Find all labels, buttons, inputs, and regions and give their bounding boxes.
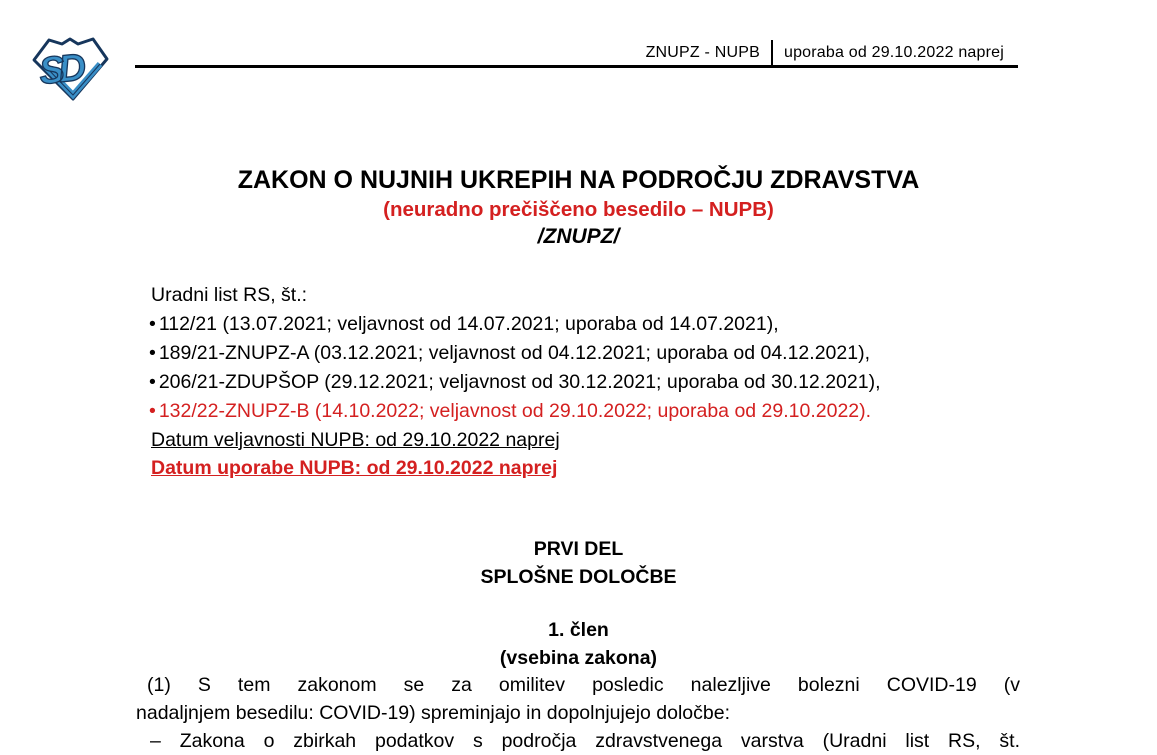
gazette-entry-text: 189/21-ZNUPZ-A (03.12.2021; veljavnost od 04.12.2021; uporaba od 04.12.2021), [158, 342, 870, 364]
svg-text:SD: SD [37, 47, 83, 94]
document-abbreviation: /ZNUPZ/ [537, 225, 620, 248]
article-body [136, 671, 1020, 755]
gazette-list [149, 310, 880, 426]
header-doc-code: ZNUPZ - NUPB [645, 43, 760, 61]
gazette-entry [149, 310, 880, 339]
validity-date-line: Datum veljavnosti NUPB: od 29.10.2022 naprej [151, 429, 560, 451]
header-usage-note: uporaba od 29.10.2022 naprej [783, 43, 1004, 61]
article-number: 1. člen [548, 619, 609, 641]
dash-list-line: – Zakona o zbirkah podatkov s področja zdravstvenega varstva (Uradni list RS, št. [150, 730, 1020, 752]
part-title: SPLOŠNE DOLOČBE [480, 566, 677, 588]
bullet-icon: • [149, 313, 156, 335]
page-header [135, 40, 1018, 68]
gazette-entry-text: 132/22-ZNUPZ-B (14.10.2022; veljavnost od 29.10.2022; uporaba od 29.10.2022). [158, 400, 872, 422]
part-heading [137, 535, 1020, 591]
paragraph-line: (1) S tem zakonom se za omilitev posledic nalezljive bolezni COVID-19 (v [147, 674, 1020, 696]
sd-shield-logo [30, 33, 110, 103]
gazette-entry [149, 339, 880, 368]
header-separator-bar [771, 40, 773, 65]
usage-date-line: Datum uporabe NUPB: od 29.10.2022 naprej [151, 457, 558, 479]
document-title: ZAKON O NUJNIH UKREPIH NA PODROČJU ZDRAVSTVA [237, 166, 920, 194]
gazette-entry-text: 112/21 (13.07.2021; veljavnost od 14.07.2021; uporaba od 14.07.2021), [158, 313, 779, 335]
gazette-heading: Uradni list RS, št.: [151, 284, 308, 306]
bullet-icon: • [149, 342, 156, 364]
bullet-icon: • [149, 371, 156, 393]
bullet-icon: • [149, 400, 156, 422]
gazette-entry-text: 206/21-ZDUPŠOP (29.12.2021; veljavnost od 30.12.2021; uporaba od 30.12.2021), [158, 371, 881, 393]
paragraph-line: nadaljnjem besedilu: COVID-19) spreminjajo in dopolnjujejo določbe: [136, 702, 731, 724]
gazette-entry [149, 397, 880, 426]
article-caption: (vsebina zakona) [499, 647, 658, 669]
part-label: PRVI DEL [533, 538, 624, 560]
document-subtitle: (neuradno prečiščeno besedilo – NUPB) [383, 198, 774, 221]
article-heading [137, 616, 1020, 672]
gazette-entry [149, 368, 880, 397]
